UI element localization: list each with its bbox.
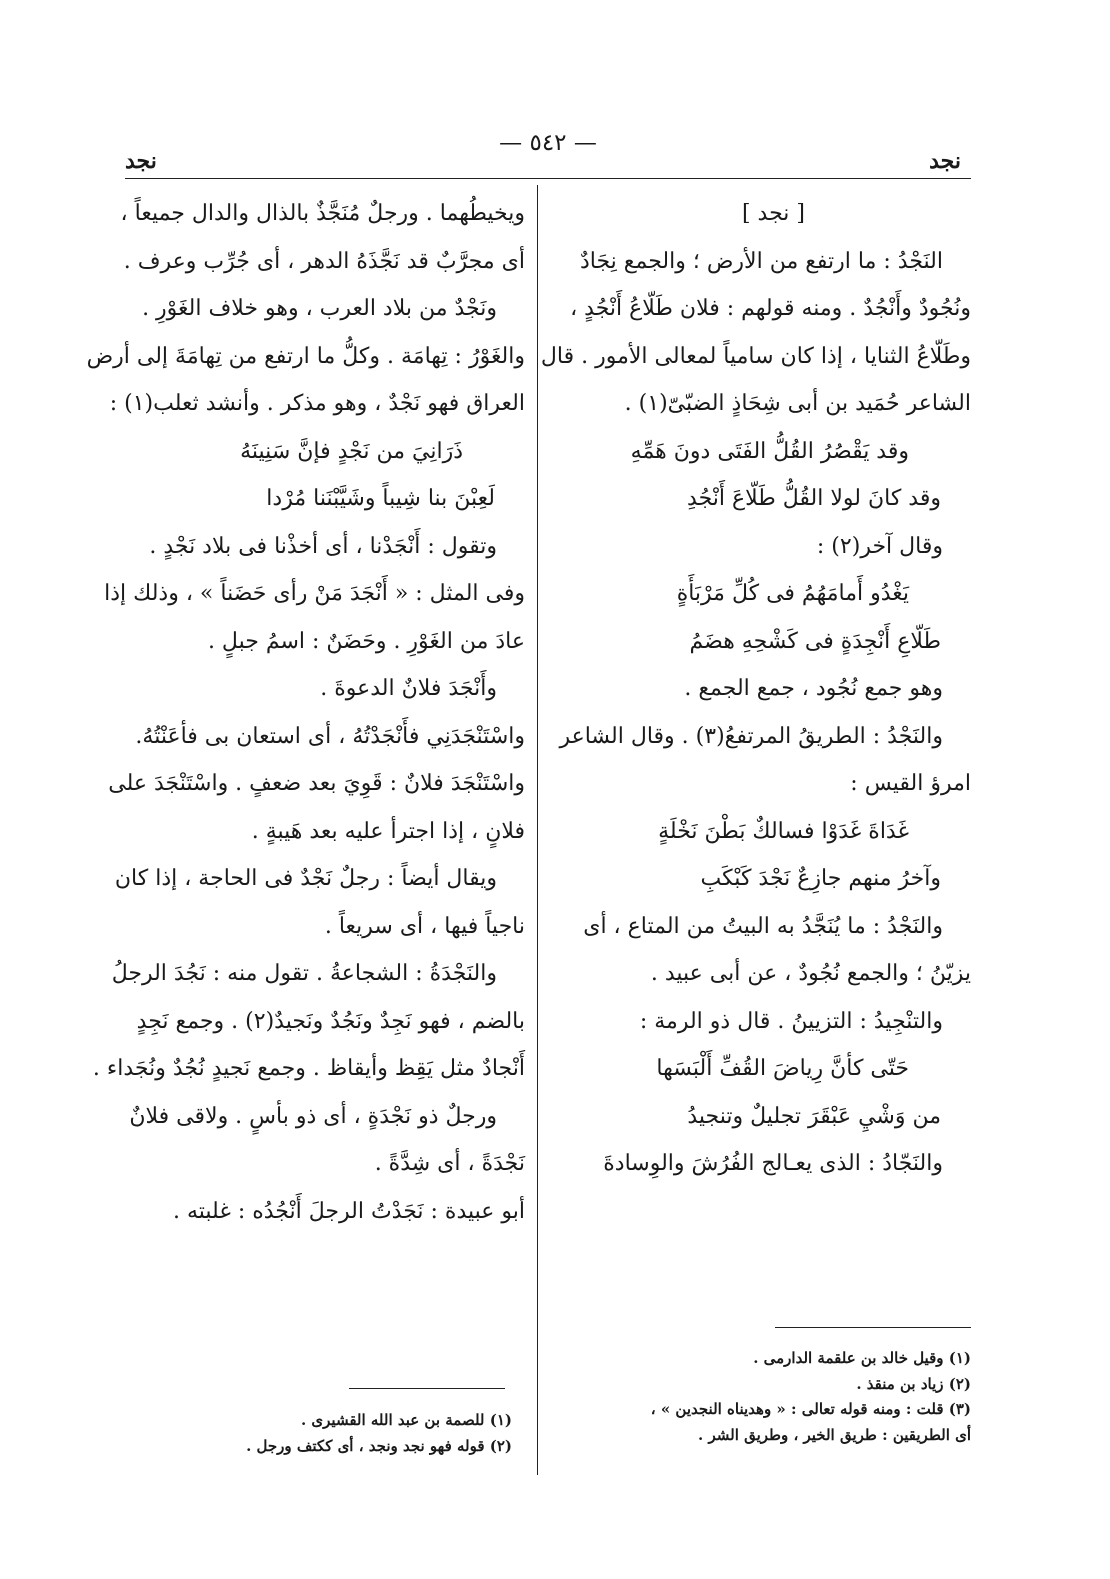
text-line: وقال آخر(٢) : — [816, 533, 943, 559]
verse-line: لَعِبْنَ بنا شِيباً وشَيَّبْنَنا مُرْدا — [266, 486, 495, 511]
verse-line: طَلّاعِ أَنْجِدَةٍ فى كَشْحِهِ هضَمُ — [689, 628, 941, 654]
text-line: ورجلٌ ذو نَجْدَةٍ ، أى ذو بأسٍ . ولاقى فلانٌ — [129, 1103, 497, 1129]
text-line: العراق فهو نَجْدٌ ، وهو مذكر . وأنشد ثعلب(١) : — [109, 391, 525, 416]
text-line: فلانٍ ، إذا اجترأ عليه بعد هَيبةٍ . — [251, 818, 525, 844]
text-line: والنَجْدُ : ما يُنَجَّدُ به البيتُ من المتاع ، أى — [583, 913, 943, 939]
footnote: (٢) زياد بن منقذ . — [856, 1374, 971, 1393]
footnote: أى الطريقين : طريق الخير ، وطريق الشر . — [698, 1425, 971, 1444]
verse-line: وقد كانَ لولا القُلُّ طَلّاعَ أَنْجُدِ — [687, 486, 941, 511]
text-line: والنَجْدَةُ : الشجاعةُ . تقول منه : نَجُدَ الرجلُ — [111, 961, 497, 986]
text-line: ناجياً فيها ، أى سريعاً . — [324, 913, 525, 939]
page-number: — ٥٤٢ — — [499, 130, 597, 156]
text-line: بالضم ، فهو نَجِدٌ ونَجُدٌ ونَجيدٌ(٢) . وجمع نَجِدٍ — [136, 1008, 525, 1034]
text-line: والنَجّادُ : الذى يعـالج الفُرُشَ والوِسادةَ — [603, 1151, 943, 1176]
footnote: (١) للصمة بن عبد الله القشيرى . — [300, 1411, 512, 1429]
left-footnotes — [132, 1408, 512, 1459]
verse-line: يَغْدُو أَمامَهُمُ فى كُلِّ مَرْبَأَةٍ — [676, 581, 909, 606]
verse-line: من وَشْيِ عَبْقَرَ تجليلٌ وتنجيدُ — [687, 1103, 941, 1129]
verse-line: ذَرَانِيَ من نَجْدٍ فإنَّ سَنِينَهُ — [240, 438, 463, 464]
text-line: وتقول : أَنْجَدْنا ، أى أخذْنا فى بلاد نَجْدٍ . — [149, 533, 497, 559]
left-column — [86, 190, 525, 1235]
page-header — [125, 128, 971, 180]
right-footnotes — [576, 1346, 971, 1448]
footnote-rule — [775, 1327, 971, 1328]
header-rule — [125, 178, 971, 179]
column-divider — [537, 185, 538, 1475]
entry-title: [ نجد ] — [741, 201, 806, 226]
text-line: امرؤ القيس : — [850, 771, 971, 796]
running-headword-right: نجد — [929, 148, 961, 174]
text-line: النَجْدُ : ما ارتفع من الأرض ؛ والجمع نِجَادٌ — [579, 248, 943, 274]
text-line: أى مجرَّبٌ قد نَجَّذَهُ الدهر ، أى جُرِّب وعرف . — [123, 248, 525, 274]
text-line: وأَنْجَدَ فلانٌ الدعوةَ . — [320, 676, 497, 701]
right-column — [540, 190, 971, 1188]
verse-line: حَتّى كأنَّ رِياضَ القُفِّ أَلْبَسَها — [656, 1056, 909, 1081]
text-line: وفى المثل : « أَنْجَدَ مَنْ رأى حَضَناً » ، وذلك إذا — [104, 581, 525, 606]
text-line: ونَجْدٌ من بلاد العرب ، وهو خلاف الغَوْرِ . — [142, 296, 497, 321]
footnote: (٣) قلت : ومنه قوله تعالى : « وهديناه النجدين » ، — [650, 1400, 971, 1418]
text-line: والغَوْرُ : تِهامَة . وكلُّ ما ارتفع من تِهامَةَ إلى أرض — [86, 343, 525, 369]
running-headword-left: نجد — [125, 148, 157, 174]
text-line: الشاعر حُمَيد بن أبى شِحَاذٍ الضبّىّ(١) . — [624, 391, 971, 416]
text-line: نَجْدَةً ، أى شِدَّةً . — [374, 1151, 525, 1176]
text-line: وهو جمع نُجُود ، جمع الجمع . — [684, 676, 943, 701]
text-line: أبو عبيدة : نَجَدْتُ الرجلَ أَنْجُدُه : غلبته . — [172, 1198, 525, 1224]
verse-line: غَدَاةَ غَدَوْا فسالكٌ بَطْنَ نَخْلَةٍ — [658, 818, 909, 844]
verse-line: وآخرُ منهم جازِعٌ نَجْدَ كَبْكَبِ — [700, 866, 941, 891]
text-line: ونُجُودٌ وأَنْجُدٌ . ومنه قولهم : فلان طَلّاعُ أَنْجُدٍ ، — [570, 296, 971, 321]
text-line: واسْتَنْجَدَ فلانٌ : قَوِيَ بعد ضعفٍ . واسْتَنْجَدَ على — [108, 771, 525, 796]
text-line: أَنْجادٌ مثل يَقِظ وأيقاظ . وجمع نَجيدٍ نُجُدٌ ونُجَداء . — [92, 1056, 525, 1081]
text-line: والنَجْدُ : الطريقُ المرتفعُ(٣) . وقال الشاعر — [559, 723, 943, 749]
text-line: عادَ من الغَوْرِ . وحَضَنٌ : اسمُ جبلٍ . — [207, 628, 525, 654]
text-line: وطَلّاعُ الثنايا ، إذا كان سامياً لمعالى الأمور . قال — [540, 343, 971, 369]
text-line: واسْتَنْجَدَنِي فأَنْجَدْتُهُ ، أى استعان بى فأعَنْتُهُ. — [135, 723, 525, 749]
footnote: (٢) قوله فهو نجد ونجد ، أى ككتف ورجل . — [246, 1436, 512, 1455]
text-line: يزيّنُ ؛ والجمع نُجُودٌ ، عن أبى عبيد . — [650, 961, 971, 986]
footnote: (١) وقيل خالد بن علقمة الدارمى . — [753, 1349, 971, 1367]
text-line: ويقال أيضاً : رجلٌ نَجْدٌ فى الحاجة ، إذا كان — [114, 866, 497, 891]
verse-line: وقد يَقْصُرُ القُلُّ الفَتَى دونَ هَمِّهِ — [630, 438, 909, 464]
footnote-rule — [349, 1388, 505, 1389]
text-line: والتنْجِيدُ : التزيينُ . قال ذو الرمة : — [639, 1008, 943, 1034]
text-line: ويخيطُهما . ورجلٌ مُنَجَّذٌ بالذال والدال جميعاً ، — [120, 201, 525, 226]
